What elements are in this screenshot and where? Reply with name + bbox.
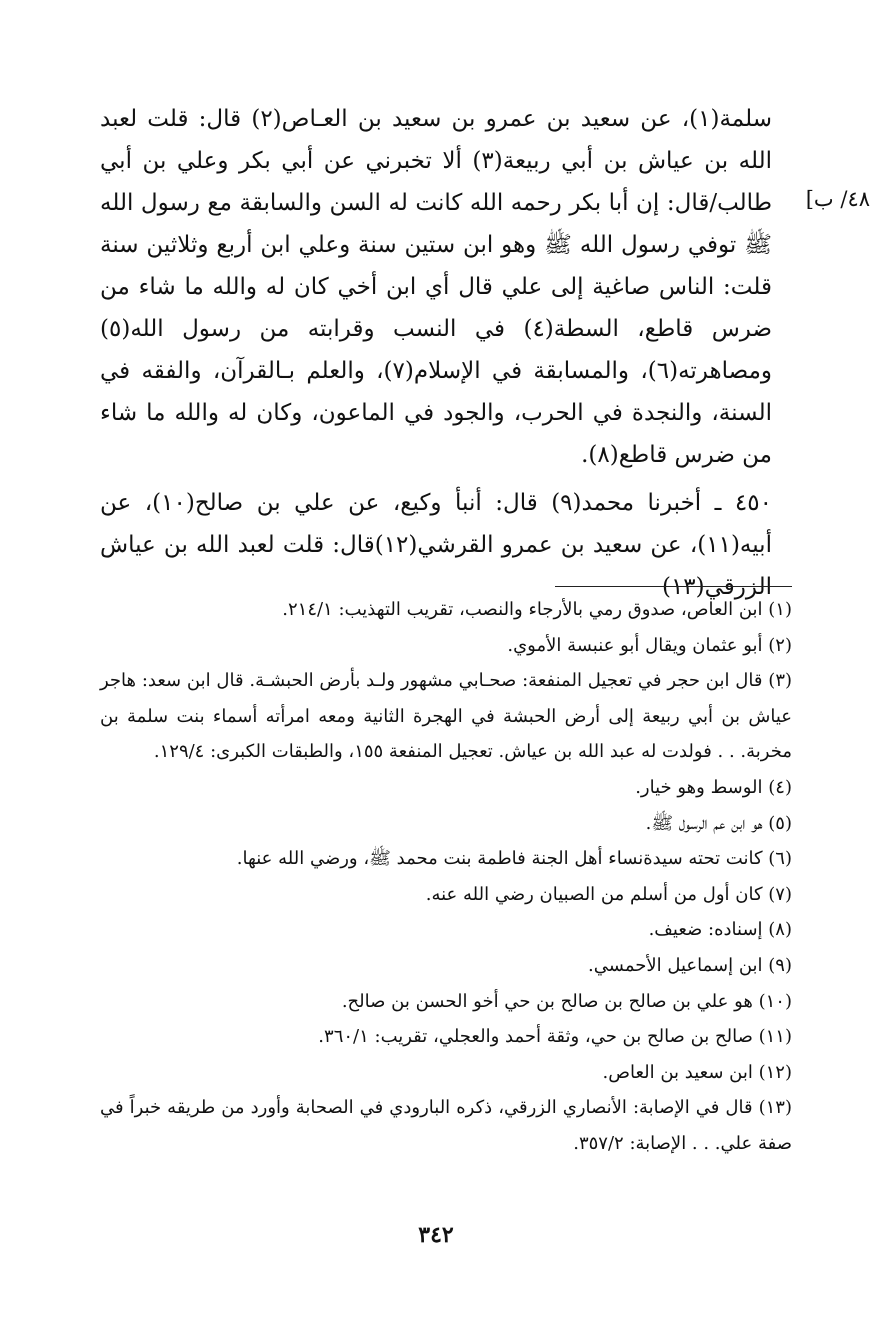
footnote-item: (٦) كانت تحته سيدةنساء أهل الجنة فاطمة بنت محمد ﷺ، ورضي الله عنها. — [236, 848, 792, 870]
main-text — [100, 98, 772, 608]
footnote-item: (٢) أبو عثمان ويقال أبو عنبسة الأموي. — [507, 634, 792, 656]
footnote-item: (٩) ابن إسماعيل الأحمسي. — [588, 954, 792, 976]
footnote-item: (٨) إسناده: ضعيف. — [648, 919, 792, 941]
footnote-item: (٤) الوسط وهو خيار. — [635, 776, 792, 798]
footnote-item: (١) ابن العاص، صدوق رمي بالأرجاء والنصب، تقريب التهذيب: ٢١٤/١. — [282, 599, 792, 620]
footnote-item: (٥) هو ابن عم الرسول ﷺ. — [645, 812, 792, 834]
footnote-item: (١٢) ابن سعيد بن العاص. — [602, 1061, 792, 1083]
page-number: ٣٤٢ — [418, 1222, 454, 1248]
footnote-item: (٣) قال ابن حجر في تعجيل المنفعة: صحـابي مشهور ولـد بأرض الحبشـة. قال ابن سعد: هاجر عياش بن أبي ربيعة إلى أرض الحبشة في الهجرة الثانية ومعه امرأته أسماء بنت سلمة بن مخربة. . . فولدت له عبد الله بن عياش. تعجيل المنفعة ١٥٥، والطبقات الكبرى: ١٢٩/٤. — [100, 670, 793, 763]
hadith-entry-450: ٤٥٠ ـ أخبرنا محمد(٩) قال: أنبأ وكيع، عن علي بن صالح(١٠)، عن أبيه(١١)، عن سعيد بن عمرو القرشي(١٢)قال: قلت لعبد الله بن عياش الزرقي(١٣) — [100, 490, 772, 600]
footnote-item: (١٠) هو علي بن صالح بن صالح بن حي أخو الحسن بن صالح. — [341, 990, 792, 1012]
margin-folio-note: ٤٨/ ب] — [805, 187, 870, 211]
footnote-item: (٧) كان أول من أسلم من الصبيان رضي الله عنه. — [425, 883, 792, 905]
narration-paragraph: سلمة(١)، عن سعيد بن عمرو بن سعيد بن العـاص(٢) قال: قلت لعبد الله بن عياش بن أبي ربيعة(٣) ألا تخبرني عن أبي بكر وعلي بن أبي طالب/قال: إن أبا بكر رحمه الله كانت له السن والسابقة مع رسول الله ﷺ توفي رسول الله ﷺ وهو ابن ستين سنة وعلي ابن أربع وثلاثين سنة قلت: الناس صاغية إلى علي قال أي ابن أخي كان له والله ما شاء من ضرس قاطع، السطة(٤) في النسب وقرابته من رسول الله(٥) ومصاهرته(٦)، والمسابقة في الإسلام(٧)، والعلم بـالقرآن، والفقه في السنة، والنجدة في الحرب، والجود في الماعون، وكان له والله ما شاء من ضرس قاطع(٨). — [100, 106, 772, 468]
footnote-item: (١١) صالح بن صالح بن حي، وثقة أحمد والعجلي، تقريب: ٣٦٠/١. — [318, 1026, 792, 1048]
footnote-item: (١٣) قال في الإصابة: الأنصاري الزرقي، ذكره البارودي في الصحابة وأورد من طريقه خبراً في صفة علي. . . الإصابة: ٣٥٧/٢. — [100, 1097, 792, 1154]
footnote-separator — [555, 586, 792, 587]
footnotes-list — [100, 592, 792, 1162]
